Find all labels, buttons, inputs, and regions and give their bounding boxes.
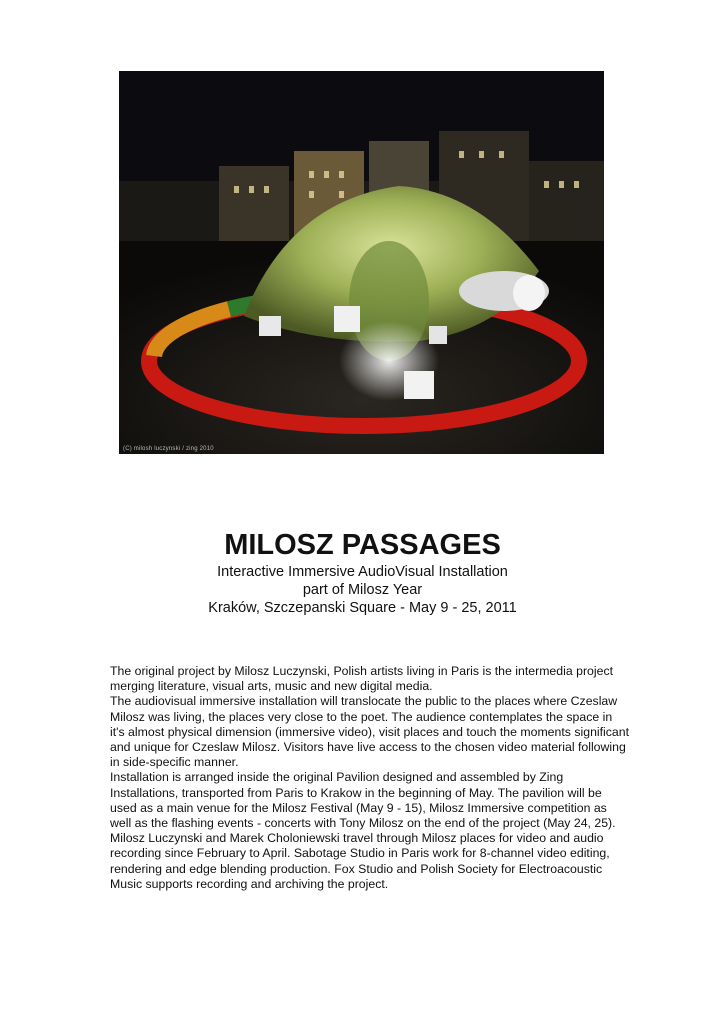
heading-block xyxy=(0,527,725,617)
paragraph-1: The original project by Milosz Luczynski, Polish artists living in Paris is the intermedia project merging literature, visual arts, music and new digital media. xyxy=(110,664,614,694)
subtitle-line-3: Kraków, Szczepanski Square - May 9 - 25, 2011 xyxy=(208,600,517,616)
paragraph-3: Installation is arranged inside the original Pavilion designed and assembled by Zing Installations, transported from Paris to Krakow in the beginning of May. The pavilion will be used as a main venue for the Milosz Festival (May 9 - 15), Milosz Immersive competition as well as the flashing events - concerts with Tony Milosz on the end of the project (May 24, 25). xyxy=(110,770,616,831)
photo-credit: (C) milosh luczynski / zing 2010 xyxy=(123,446,214,452)
paragraph-4: Milosz Luczynski and Marek Choloniewski travel through Milosz places for video and audio recording since February to April. Sabotage Studio in Paris work for 8-channel video editing, rendering and edge blending production. Fox Studio and Polish Society for Electroacoustic Music supports recording and archiving the project. xyxy=(110,831,610,891)
subtitle-line-2: part of Milosz Year xyxy=(302,582,423,598)
description-text xyxy=(110,664,630,892)
subtitle-line-1: Interactive Immersive AudioVisual Installation xyxy=(217,564,508,580)
page-title: MILOSZ PASSAGES xyxy=(224,529,501,561)
installation-photo xyxy=(119,71,604,454)
photo-scene xyxy=(119,71,604,454)
paragraph-2: The audiovisual immersive installation will translocate the public to the places where Czeslaw Milosz was living, the places very close to the poet. The audience contemplates the space in it's almost physical dimension (immersive video), visit places and touch the moments significant and unique for Czeslaw Milosz. Visitors have live access to the chosen video material following in side-specific manner. xyxy=(110,694,630,770)
